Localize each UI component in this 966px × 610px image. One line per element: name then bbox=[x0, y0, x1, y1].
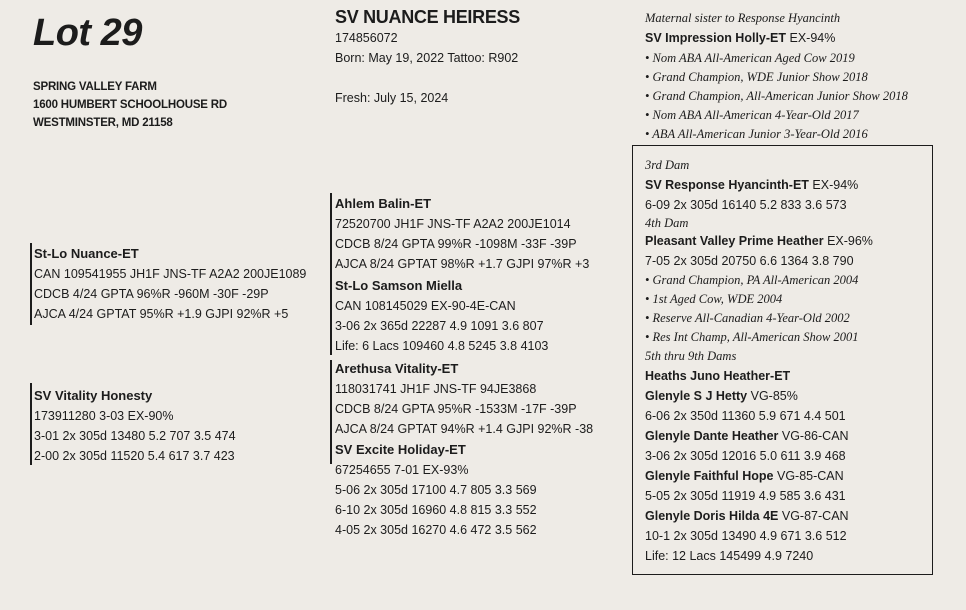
farm-address: 1600 HUMBERT SCHOOLHOUSE RD bbox=[33, 99, 227, 111]
ninth-dam-rating: VG-87-CAN bbox=[781, 509, 849, 523]
dam-block bbox=[34, 386, 236, 466]
dams-dam-block bbox=[335, 440, 537, 540]
dams-sire-line: AJCA 8/24 GPTAT 94%R +1.4 GJPI 92%R -38 bbox=[335, 422, 594, 436]
fourth-dam-record: 7-05 2x 305d 20750 6.6 1364 3.8 790 bbox=[645, 254, 854, 268]
award-item: • Grand Champion, PA All-American 2004 bbox=[645, 273, 859, 287]
sires-dam-block bbox=[335, 276, 548, 356]
sires-sire-line: 72520700 JH1F JNS-TF A2A2 200JE1014 bbox=[335, 217, 571, 231]
sires-sire-name: Ahlem Balin-ET bbox=[335, 196, 432, 211]
consignor-block bbox=[33, 78, 227, 132]
award-item: • Nom ABA All-American Aged Cow 2019 bbox=[645, 51, 855, 65]
dams-dam-line: 5-06 2x 305d 17100 4.7 805 3.3 569 bbox=[335, 483, 537, 497]
dam-line: 3-01 2x 305d 13480 5.2 707 3.5 474 bbox=[34, 429, 236, 443]
sires-dam-name: St-Lo Samson Miella bbox=[335, 278, 463, 293]
sire-line: CAN 109541955 JH1F JNS-TF A2A2 200JE1089 bbox=[34, 267, 307, 281]
eighth-dam-name: Glenyle Faithful Hope bbox=[645, 469, 774, 483]
sires-dam-line: CAN 108145029 EX-90-4E-CAN bbox=[335, 299, 516, 313]
dams-sire-line: 118031741 JH1F JNS-TF 94JE3868 bbox=[335, 382, 537, 396]
animal-registration: 174856072 bbox=[335, 31, 398, 45]
seventh-dam-rating: VG-86-CAN bbox=[781, 429, 849, 443]
sires-dam-line: 3-06 2x 365d 22287 4.9 1091 3.6 807 bbox=[335, 319, 544, 333]
farm-city: WESTMINSTER, MD 21158 bbox=[33, 117, 173, 129]
third-dam-label: 3rd Dam bbox=[645, 158, 690, 172]
maternal-line bbox=[645, 156, 873, 566]
dam-line: 2-00 2x 305d 11520 5.4 617 3.7 423 bbox=[34, 449, 235, 463]
sixth-dam-record: 6-06 2x 350d 11360 5.9 671 4.4 501 bbox=[645, 409, 846, 423]
dams-dam-name: SV Excite Holiday-ET bbox=[335, 442, 466, 457]
sister-note: Maternal sister to Response Hyancinth bbox=[645, 11, 841, 25]
sire-line: CDCB 4/24 GPTA 96%R -960M -30F -29P bbox=[34, 287, 269, 301]
dams-sire-line: CDCB 8/24 GPTA 95%R -1533M -17F -39P bbox=[335, 402, 577, 416]
sires-sire-block bbox=[335, 194, 589, 274]
dam-name: SV Vitality Honesty bbox=[34, 388, 153, 403]
third-dam-rating: EX-94% bbox=[812, 178, 859, 192]
sixth-dam-rating: VG-85% bbox=[750, 389, 798, 403]
animal-born-tattoo: Born: May 19, 2022 Tattoo: R902 bbox=[335, 51, 519, 65]
dams-dam-line: 4-05 2x 305d 16270 4.6 472 3.5 562 bbox=[335, 523, 537, 537]
sires-sire-line: CDCB 8/24 GPTA 99%R -1098M -33F -39P bbox=[335, 237, 577, 251]
animal-name: SV NUANCE HEIRESS bbox=[335, 7, 520, 27]
sister-rating: EX-94% bbox=[789, 31, 836, 45]
sire-name: St-Lo Nuance-ET bbox=[34, 246, 139, 261]
pedigree-bracket bbox=[30, 243, 32, 325]
eighth-dam-rating: VG-85-CAN bbox=[776, 469, 844, 483]
sixth-dam-name: Glenyle S J Hetty bbox=[645, 389, 748, 403]
sire-line: AJCA 4/24 GPTAT 95%R +1.9 GJPI 92%R +5 bbox=[34, 307, 289, 321]
ninth-dam-name: Glenyle Doris Hilda 4E bbox=[645, 509, 779, 523]
sister-name: SV Impression Holly-ET bbox=[645, 31, 787, 45]
award-item: • Reserve All-Canadian 4-Year-Old 2002 bbox=[645, 311, 850, 325]
award-item: • Nom ABA All-American 4-Year-Old 2017 bbox=[645, 108, 859, 122]
award-item: • ABA All-American Junior 3-Year-Old 2016 bbox=[645, 127, 868, 141]
award-item: • Res Int Champ, All-American Show 2001 bbox=[645, 330, 859, 344]
dams-sire-block bbox=[335, 359, 593, 439]
sires-dam-line: Life: 6 Lacs 109460 4.8 5245 3.8 4103 bbox=[335, 339, 549, 353]
lot-number: Lot 29 bbox=[33, 12, 142, 54]
sire-block bbox=[34, 244, 306, 324]
third-dam-record: 6-09 2x 305d 16140 5.2 833 3.6 573 bbox=[645, 198, 847, 212]
ninth-dam-record: 10-1 2x 305d 13490 4.9 671 3.6 512 bbox=[645, 529, 847, 543]
farm-name: SPRING VALLEY FARM bbox=[33, 81, 157, 93]
animal-header bbox=[335, 6, 520, 108]
fourth-dam-name: Pleasant Valley Prime Heather bbox=[645, 234, 824, 248]
pedigree-bracket bbox=[330, 193, 332, 355]
award-item: • Grand Champion, All-American Junior Show 2018 bbox=[645, 89, 908, 103]
fifth-dam-name: Heaths Juno Heather-ET bbox=[645, 369, 791, 383]
fourth-dam-rating: EX-96% bbox=[827, 234, 873, 248]
fourth-dam-label: 4th Dam bbox=[645, 216, 689, 230]
pedigree-bracket bbox=[30, 383, 32, 465]
dams-sire-name: Arethusa Vitality-ET bbox=[335, 361, 459, 376]
seventh-dam-record: 3-06 2x 305d 12016 5.0 611 3.9 468 bbox=[645, 449, 846, 463]
seventh-dam-name: Glenyle Dante Heather bbox=[645, 429, 779, 443]
award-item: • Grand Champion, WDE Junior Show 2018 bbox=[645, 70, 868, 84]
pedigree-bracket bbox=[330, 360, 332, 464]
ninth-dam-lifetime: Life: 12 Lacs 145499 4.9 7240 bbox=[645, 549, 814, 563]
dams-dam-line: 67254655 7-01 EX-93% bbox=[335, 463, 469, 477]
award-item: • 1st Aged Cow, WDE 2004 bbox=[645, 292, 783, 306]
fifth-dams-label: 5th thru 9th Dams bbox=[645, 349, 737, 363]
eighth-dam-record: 5-05 2x 305d 11919 4.9 585 3.6 431 bbox=[645, 489, 846, 503]
third-dam-name: SV Response Hyancinth-ET bbox=[645, 178, 809, 192]
dam-line: 173911280 3-03 EX-90% bbox=[34, 409, 174, 423]
sister-block bbox=[645, 9, 908, 144]
dams-dam-line: 6-10 2x 305d 16960 4.8 815 3.3 552 bbox=[335, 503, 537, 517]
sires-sire-line: AJCA 8/24 GPTAT 98%R +1.7 GJPI 97%R +3 bbox=[335, 257, 590, 271]
animal-fresh-date: Fresh: July 15, 2024 bbox=[335, 91, 449, 105]
sister-heading bbox=[645, 28, 908, 49]
